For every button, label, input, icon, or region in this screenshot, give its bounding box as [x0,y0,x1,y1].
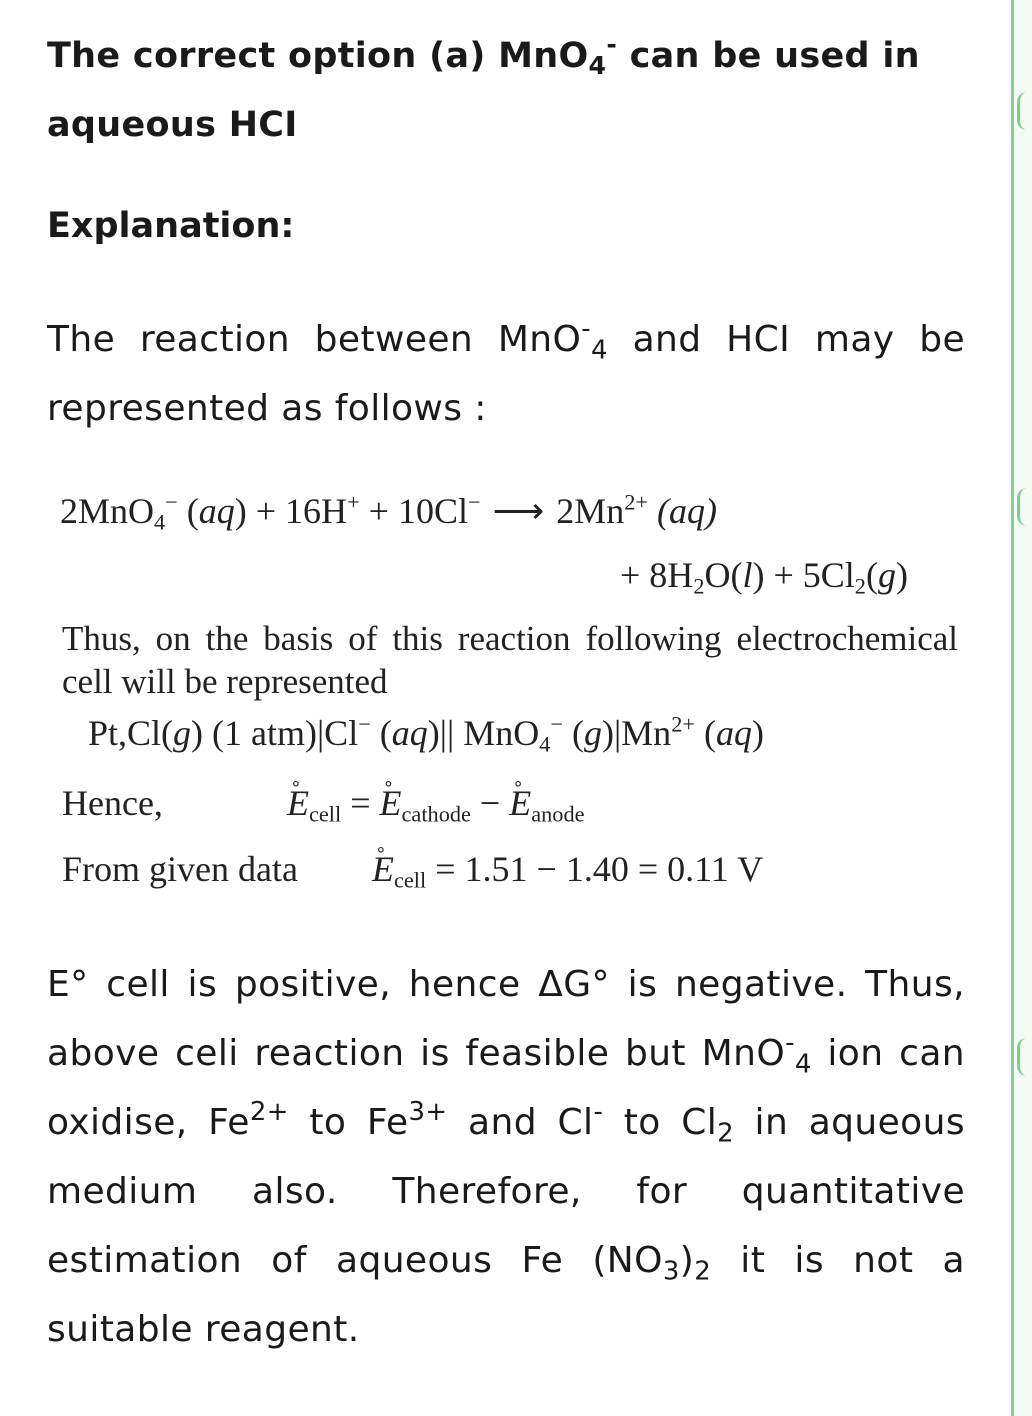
ecell-value: ∘ $E_{cell} = 1.51 - 1.40 = 0.11$ V [372,848,763,890]
intro-paragraph: The reaction between MnO-$_4$ and HCI may be represented as follows : [47,313,965,429]
border-tick [1017,1038,1030,1076]
reaction-arrow: ⟶ [492,491,545,531]
from-data-label: From given data [62,849,298,889]
cell-description: Thus, on the basis of this reaction following electrochemical cell will be represented [62,619,958,701]
ecell-formula: ∘ $E_{cell}$ = ∘ $E_{cathode}$ − ∘ $E_{anode}$ [287,782,585,824]
right-edge-border [1011,0,1032,1416]
border-tick [1017,488,1030,526]
reaction-equation-line1: 2MnO$_4$− (aq) + 16H+ + 10Cl− ⟶ $2Mn^{2+}$ (aq) [60,489,717,535]
answer-heading: The correct option (a) MnO$_4$- can be used in aqueous HCI [47,30,920,145]
conclusion-paragraph: E° cell is positive, hence ΔG° is negative. Thus, above celi reaction is feasible but MnO-$_4$ ion can oxidise, $Fe^{2+}$ to $Fe^{3+}$ and Cl- to $Cl_2$ in aqueous medium also. Therefore, for quantitative estimation of aqueous Fe $(NO_3)_2$ it is not a suitable reagent. [47,964,965,1350]
border-tick [1017,92,1030,130]
reaction-equation-line2: + $8H_2O(l) + 5Cl_2(g)$ [620,555,908,599]
cell-notation: Pt,Cl(g) (1 atm)|Cl− (aq)|| MnO$_4$− $(g)|Mn^{2+}$ (aq) [88,711,764,757]
explanation-label: Explanation: [47,206,295,246]
hence-label: Hence, [62,783,163,823]
